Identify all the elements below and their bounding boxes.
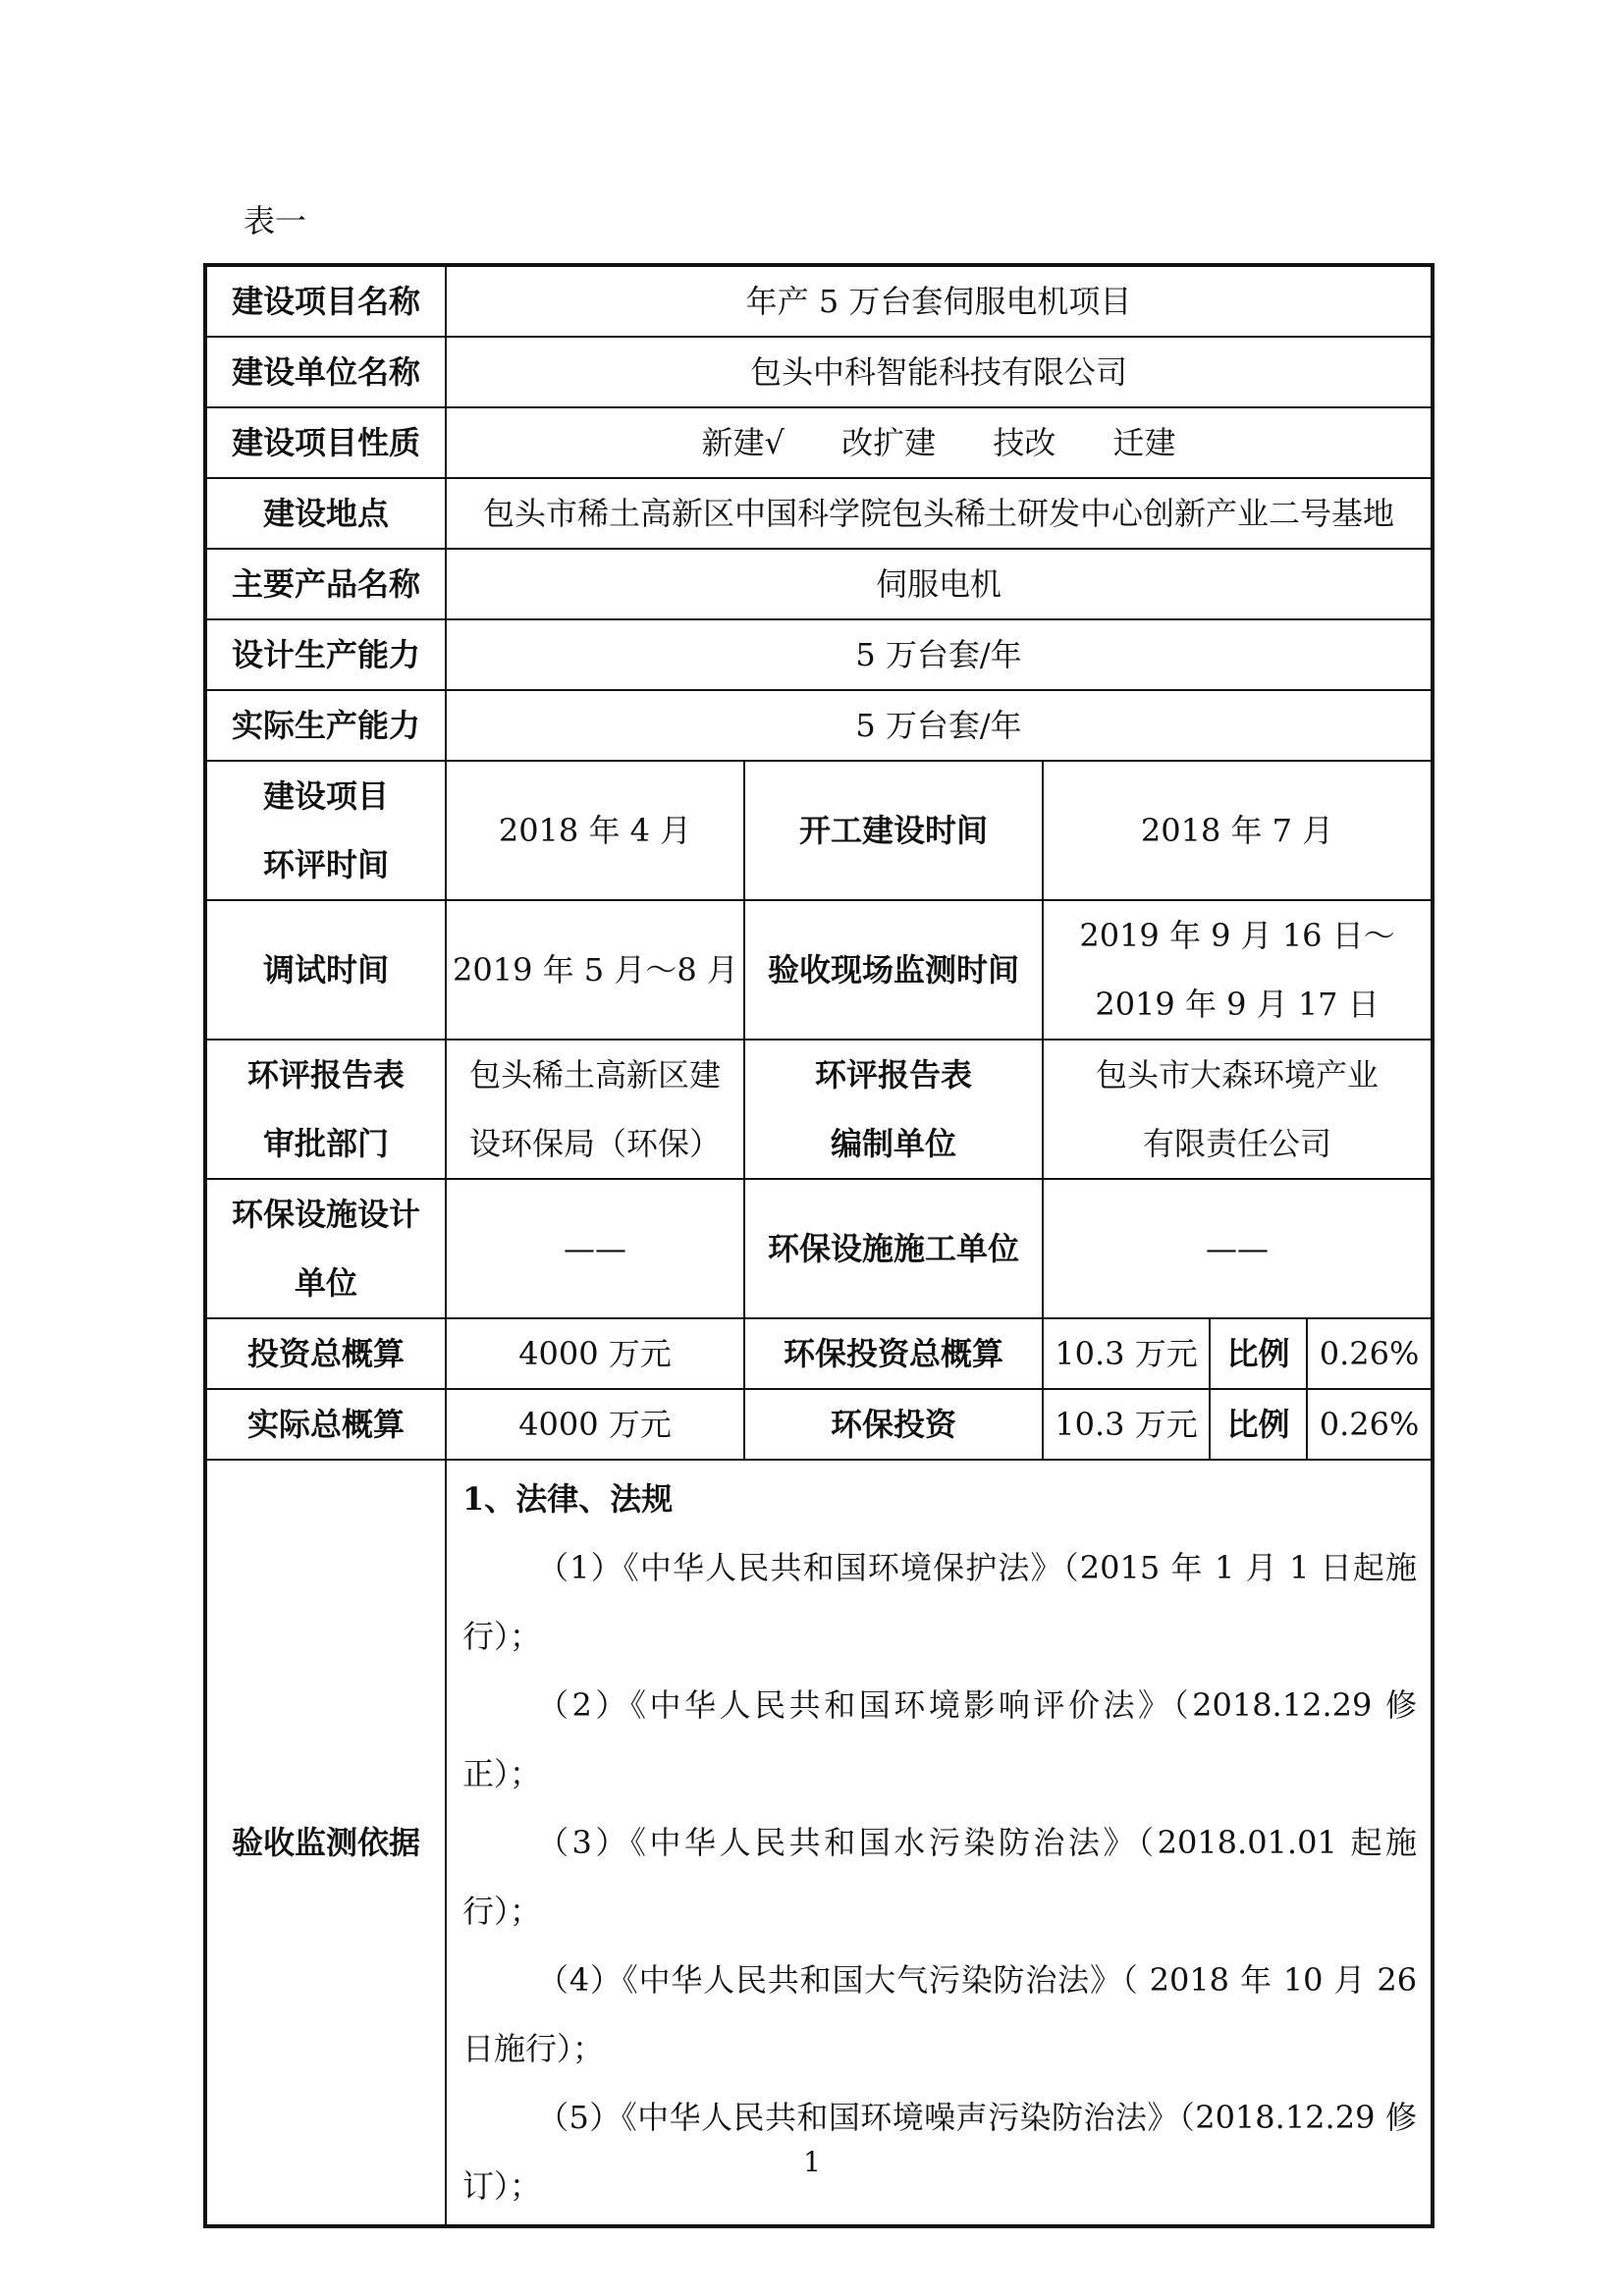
unit-name-label: 建设单位名称 xyxy=(205,337,446,407)
eia-time-label-line2: 环评时间 xyxy=(262,846,389,883)
row-budget xyxy=(205,1318,1433,1389)
design-capacity-label: 设计生产能力 xyxy=(205,619,446,690)
product-value: 伺服电机 xyxy=(446,549,1433,619)
design-unit-label-line1: 环保设施设计 xyxy=(231,1196,420,1233)
report-unit-value xyxy=(1043,1040,1433,1179)
row-approval xyxy=(205,1040,1433,1179)
monitoring-time-label: 验收现场监测时间 xyxy=(744,900,1043,1040)
approval-dept-value-line2: 设环保局（环保） xyxy=(468,1125,721,1162)
row-basis xyxy=(205,1460,1433,2226)
approval-dept-label-line1: 环评报告表 xyxy=(246,1056,405,1094)
row-design-capacity xyxy=(205,619,1433,690)
design-capacity-value: 5 万台套/年 xyxy=(446,619,1433,690)
env-investment-value: 10.3 万元 xyxy=(1043,1389,1210,1460)
location-label: 建设地点 xyxy=(205,478,446,549)
nature-option-tech: 技改 xyxy=(993,424,1056,461)
monitoring-time-value xyxy=(1043,900,1433,1040)
actual-total-label: 实际总概算 xyxy=(205,1389,446,1460)
row-eia-time xyxy=(205,761,1433,900)
project-name-value: 年产 5 万台套伺服电机项目 xyxy=(446,265,1433,337)
budget-ratio-value: 0.26% xyxy=(1307,1318,1433,1389)
approval-dept-label-line2: 审批部门 xyxy=(262,1125,389,1162)
basis-item-1: （1）《中华人民共和国环境保护法》（2015 年 1 月 1 日起施行）； xyxy=(462,1549,1418,1655)
page-number: 1 xyxy=(803,2146,821,2178)
design-unit-label xyxy=(205,1179,446,1318)
actual-capacity-label: 实际生产能力 xyxy=(205,690,446,761)
construction-unit-value: —— xyxy=(1043,1179,1433,1318)
report-unit-value-line1: 包头市大森环境产业 xyxy=(1096,1056,1380,1094)
nature-option-relocate: 迁建 xyxy=(1112,424,1176,461)
design-unit-value: —— xyxy=(446,1179,744,1318)
report-unit-label-line2: 编制单位 xyxy=(830,1125,956,1162)
row-project-name xyxy=(205,265,1433,337)
construction-start-value: 2018 年 7 月 xyxy=(1043,761,1433,900)
eia-time-value: 2018 年 4 月 xyxy=(446,761,744,900)
row-product xyxy=(205,549,1433,619)
project-name-label: 建设项目名称 xyxy=(205,265,446,337)
budget-ratio-label: 比例 xyxy=(1210,1318,1307,1389)
actual-ratio-label: 比例 xyxy=(1210,1389,1307,1460)
product-label: 主要产品名称 xyxy=(205,549,446,619)
nature-label: 建设项目性质 xyxy=(205,407,446,478)
nature-option-new: 新建√ xyxy=(701,424,785,461)
row-actual xyxy=(205,1389,1433,1460)
env-budget-value: 10.3 万元 xyxy=(1043,1318,1210,1389)
row-actual-capacity xyxy=(205,690,1433,761)
env-investment-label: 环保投资 xyxy=(744,1389,1043,1460)
actual-total-value: 4000 万元 xyxy=(446,1389,744,1460)
project-info-table xyxy=(203,263,1435,2228)
basis-item-4: （4）《中华人民共和国大气污染防治法》（ 2018 年 10 月 26 日施行）； xyxy=(462,1961,1418,2067)
approval-dept-value-line1: 包头稀土高新区建 xyxy=(468,1056,721,1094)
page-label: 表一 xyxy=(244,202,307,240)
nature-option-expand: 改扩建 xyxy=(841,424,937,461)
basis-heading: 1、法律、法规 xyxy=(462,1480,674,1518)
monitoring-time-line1: 2019 年 9 月 16 日～ xyxy=(1079,917,1395,954)
actual-ratio-value: 0.26% xyxy=(1307,1389,1433,1460)
basis-item-5: （5）《中华人民共和国环境噪声污染防治法》（2018.12.29 修订）； xyxy=(462,2099,1418,2205)
debug-time-value: 2019 年 5 月～8 月 xyxy=(446,900,744,1040)
approval-dept-value xyxy=(446,1040,744,1179)
construction-unit-label: 环保设施施工单位 xyxy=(744,1179,1043,1318)
row-location xyxy=(205,478,1433,549)
actual-capacity-value: 5 万台套/年 xyxy=(446,690,1433,761)
env-budget-label: 环保投资总概算 xyxy=(744,1318,1043,1389)
debug-time-label: 调试时间 xyxy=(205,900,446,1040)
budget-label: 投资总概算 xyxy=(205,1318,446,1389)
monitoring-time-line2: 2019 年 9 月 17 日 xyxy=(1095,986,1380,1023)
eia-time-label-line1: 建设项目 xyxy=(262,777,389,815)
unit-name-value: 包头中科智能科技有限公司 xyxy=(446,337,1433,407)
eia-time-label xyxy=(205,761,446,900)
location-value: 包头市稀土高新区中国科学院包头稀土研发中心创新产业二号基地 xyxy=(446,478,1433,549)
row-nature xyxy=(205,407,1433,478)
row-debug-time xyxy=(205,900,1433,1040)
report-unit-value-line2: 有限责任公司 xyxy=(1143,1125,1332,1162)
basis-content xyxy=(446,1460,1433,2226)
report-unit-label-line1: 环评报告表 xyxy=(814,1056,972,1094)
nature-options xyxy=(446,407,1433,478)
report-unit-label xyxy=(744,1040,1043,1179)
design-unit-label-line2: 单位 xyxy=(294,1264,357,1302)
basis-label: 验收监测依据 xyxy=(205,1460,446,2226)
approval-dept-label xyxy=(205,1040,446,1179)
basis-item-3: （3）《中华人民共和国水污染防治法》（2018.01.01 起施行）； xyxy=(462,1824,1418,1930)
construction-start-label: 开工建设时间 xyxy=(744,761,1043,900)
row-design-unit xyxy=(205,1179,1433,1318)
row-unit-name xyxy=(205,337,1433,407)
basis-item-2: （2）《中华人民共和国环境影响评价法》（2018.12.29 修正）； xyxy=(462,1686,1418,1792)
budget-value: 4000 万元 xyxy=(446,1318,744,1389)
